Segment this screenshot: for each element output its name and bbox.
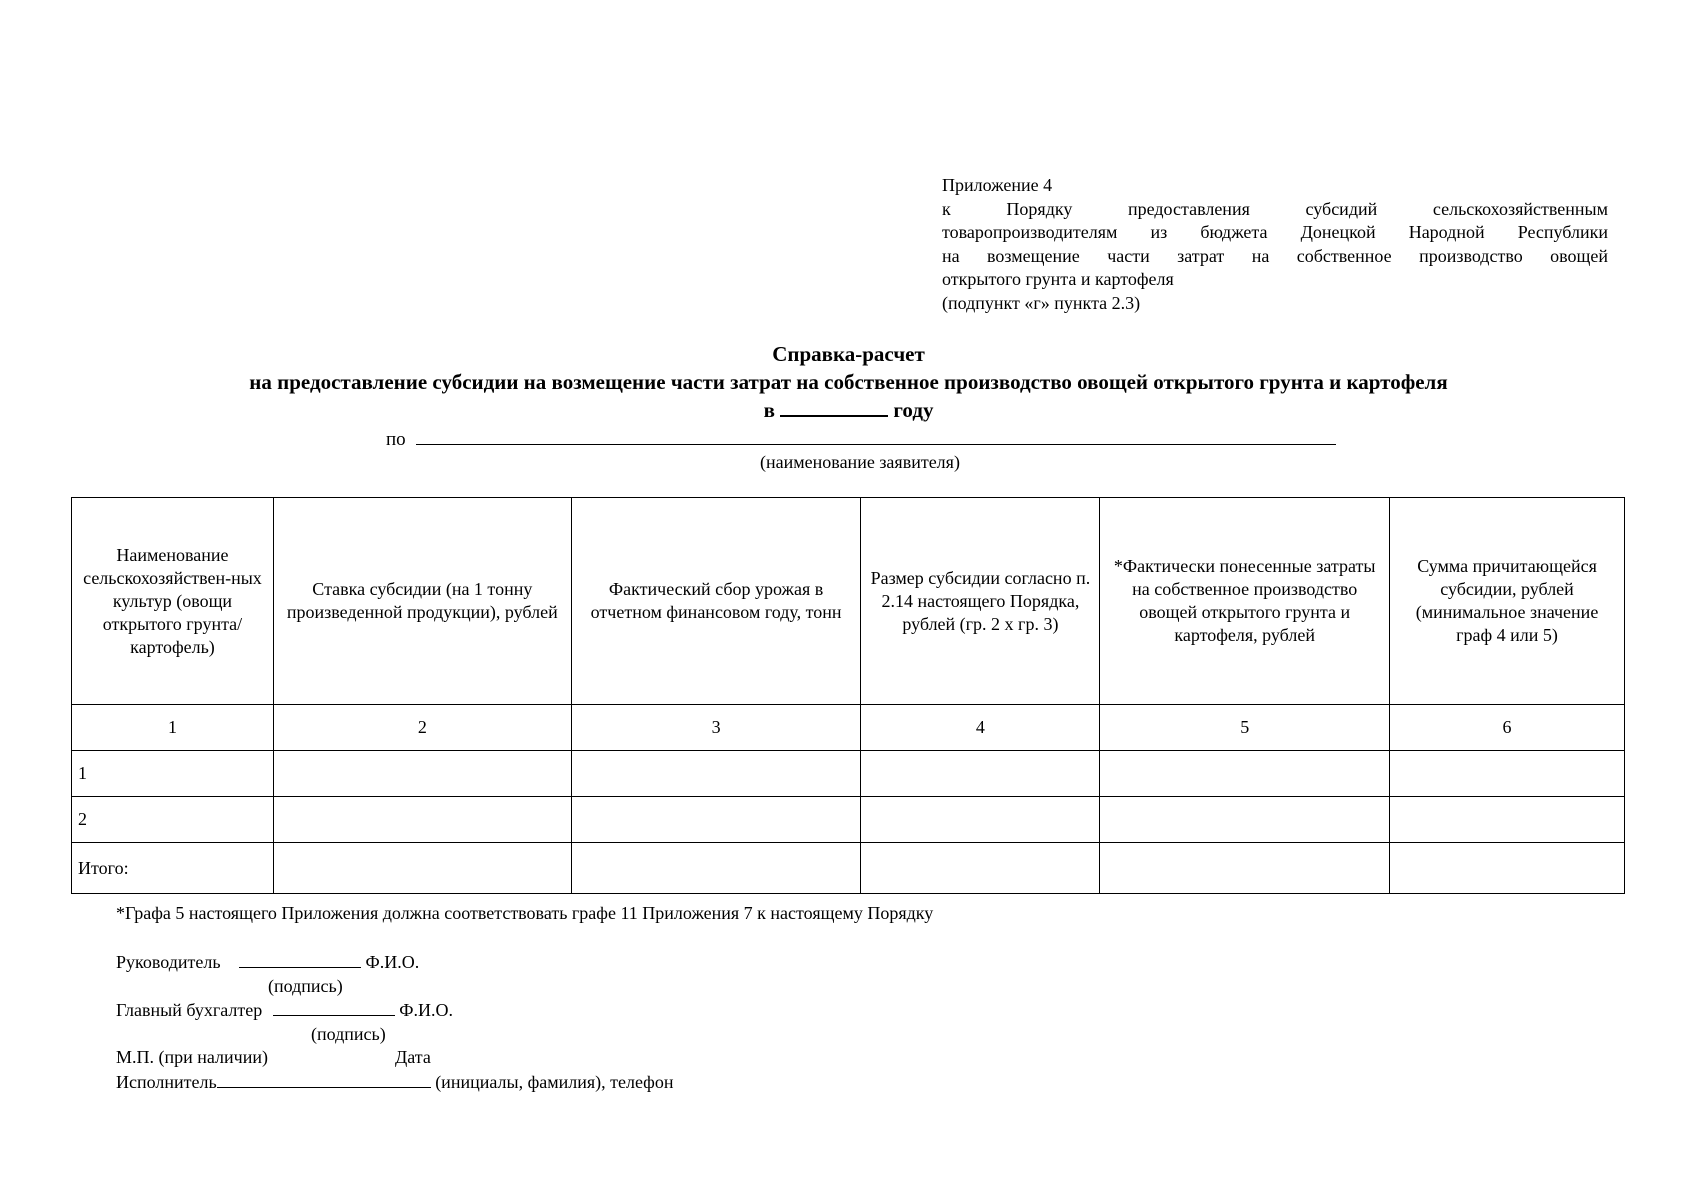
executor-label: Исполнитель — [116, 1071, 217, 1092]
column-header-actual-costs: *Фактически понесенные затраты на собственное производство овощей открытого грунта и картофеля, рублей — [1100, 498, 1390, 705]
annex-title: Приложение 4 — [942, 175, 1053, 195]
table-cell[interactable] — [861, 843, 1100, 894]
document-title-block — [0, 340, 1697, 424]
seal-label: М.П. (при наличии) — [116, 1047, 268, 1067]
accountant-label: Главный бухгалтер — [116, 1000, 263, 1020]
annex-line: к Порядку предоставления субсидий сельскохозяйственным — [942, 198, 1608, 219]
table-row — [72, 751, 1625, 797]
head-label: Руководитель — [116, 952, 221, 972]
table-cell[interactable] — [571, 751, 861, 797]
signature-caption: (подпись) — [268, 975, 343, 996]
year-field[interactable] — [780, 397, 888, 417]
table-cell[interactable] — [273, 797, 571, 843]
table-total-row — [72, 843, 1625, 894]
table-header-row — [72, 498, 1625, 705]
year-line — [0, 396, 1697, 424]
row-label: 1 — [72, 751, 274, 797]
executor-row — [116, 1070, 673, 1095]
column-number: 5 — [1100, 705, 1390, 751]
column-number: 6 — [1390, 705, 1625, 751]
executor-suffix: (инициалы, фамилия), телефон — [435, 1071, 674, 1092]
table-cell[interactable] — [571, 843, 861, 894]
column-number: 1 — [72, 705, 274, 751]
date-label: Дата — [394, 1047, 431, 1067]
table-cell[interactable] — [861, 751, 1100, 797]
annex-clause: (подпункт «г» пункта 2.3) — [942, 292, 1141, 313]
total-label: Итого: — [72, 843, 274, 894]
head-signature-field[interactable] — [239, 950, 361, 968]
table-row — [72, 797, 1625, 843]
year-suffix: году — [893, 398, 934, 422]
column-header-subsidy-due: Сумма причитающейся субсидии, рублей (минимальное значение граф 4 или 5) — [1390, 498, 1625, 705]
column-header-subsidy-amount: Размер субсидии согласно п. 2.14 настоящего Порядка, рублей (гр. 2 х гр. 3) — [861, 498, 1100, 705]
footnote: *Графа 5 настоящего Приложения должна соответствовать графе 11 Приложения 7 к настоящему Порядку — [116, 903, 934, 923]
head-signature-row — [116, 950, 673, 975]
document-subtitle: на предоставление субсидии на возмещение части затрат на собственное производство овощей открытого грунта и картофеля — [249, 370, 1448, 394]
table-cell[interactable] — [861, 797, 1100, 843]
column-header-subsidy-rate: Ставка субсидии (на 1 тонну произведенной продукции), рублей — [273, 498, 571, 705]
column-number: 3 — [571, 705, 861, 751]
applicant-prefix: по — [386, 429, 406, 450]
document-title: Справка-расчет — [772, 342, 925, 366]
table-cell[interactable] — [1100, 751, 1390, 797]
calculation-table — [71, 497, 1625, 894]
accountant-signature-field[interactable] — [273, 998, 395, 1016]
table-cell[interactable] — [1390, 843, 1625, 894]
table-cell[interactable] — [571, 797, 861, 843]
applicant-caption: (наименование заявителя) — [760, 452, 960, 472]
row-label: 2 — [72, 797, 274, 843]
accountant-signature-row — [116, 998, 673, 1023]
column-header-actual-harvest: Фактический сбор урожая в отчетном финансовом году, тонн — [571, 498, 861, 705]
seal-date-row — [116, 1046, 673, 1070]
table-cell[interactable] — [1390, 797, 1625, 843]
table-cell[interactable] — [1100, 797, 1390, 843]
head-fio: Ф.И.О. — [365, 952, 420, 972]
annex-line: на возмещение части затрат на собственное производство овощей — [942, 245, 1608, 266]
column-number-row — [72, 705, 1625, 751]
accountant-fio: Ф.И.О. — [399, 1000, 453, 1020]
year-prefix: в — [763, 398, 775, 422]
column-number: 2 — [273, 705, 571, 751]
column-header-crop-name: Наименование сельскохозяйствен-ных культур (овощи открытого грунта/картофель) — [72, 498, 274, 705]
table-cell[interactable] — [273, 843, 571, 894]
executor-field[interactable] — [217, 1070, 431, 1088]
column-number: 4 — [861, 705, 1100, 751]
applicant-line — [386, 424, 1336, 452]
table-cell[interactable] — [1100, 843, 1390, 894]
table-cell[interactable] — [1390, 751, 1625, 797]
table-cell[interactable] — [273, 751, 571, 797]
signature-block — [116, 950, 673, 1094]
applicant-name-field[interactable] — [416, 424, 1336, 445]
annex-reference — [942, 174, 1608, 315]
annex-line: открытого грунта и картофеля — [942, 269, 1174, 289]
annex-line: товаропроизводителям из бюджета Донецкой Народной Республики — [942, 222, 1608, 242]
signature-caption: (подпись) — [311, 1023, 386, 1044]
